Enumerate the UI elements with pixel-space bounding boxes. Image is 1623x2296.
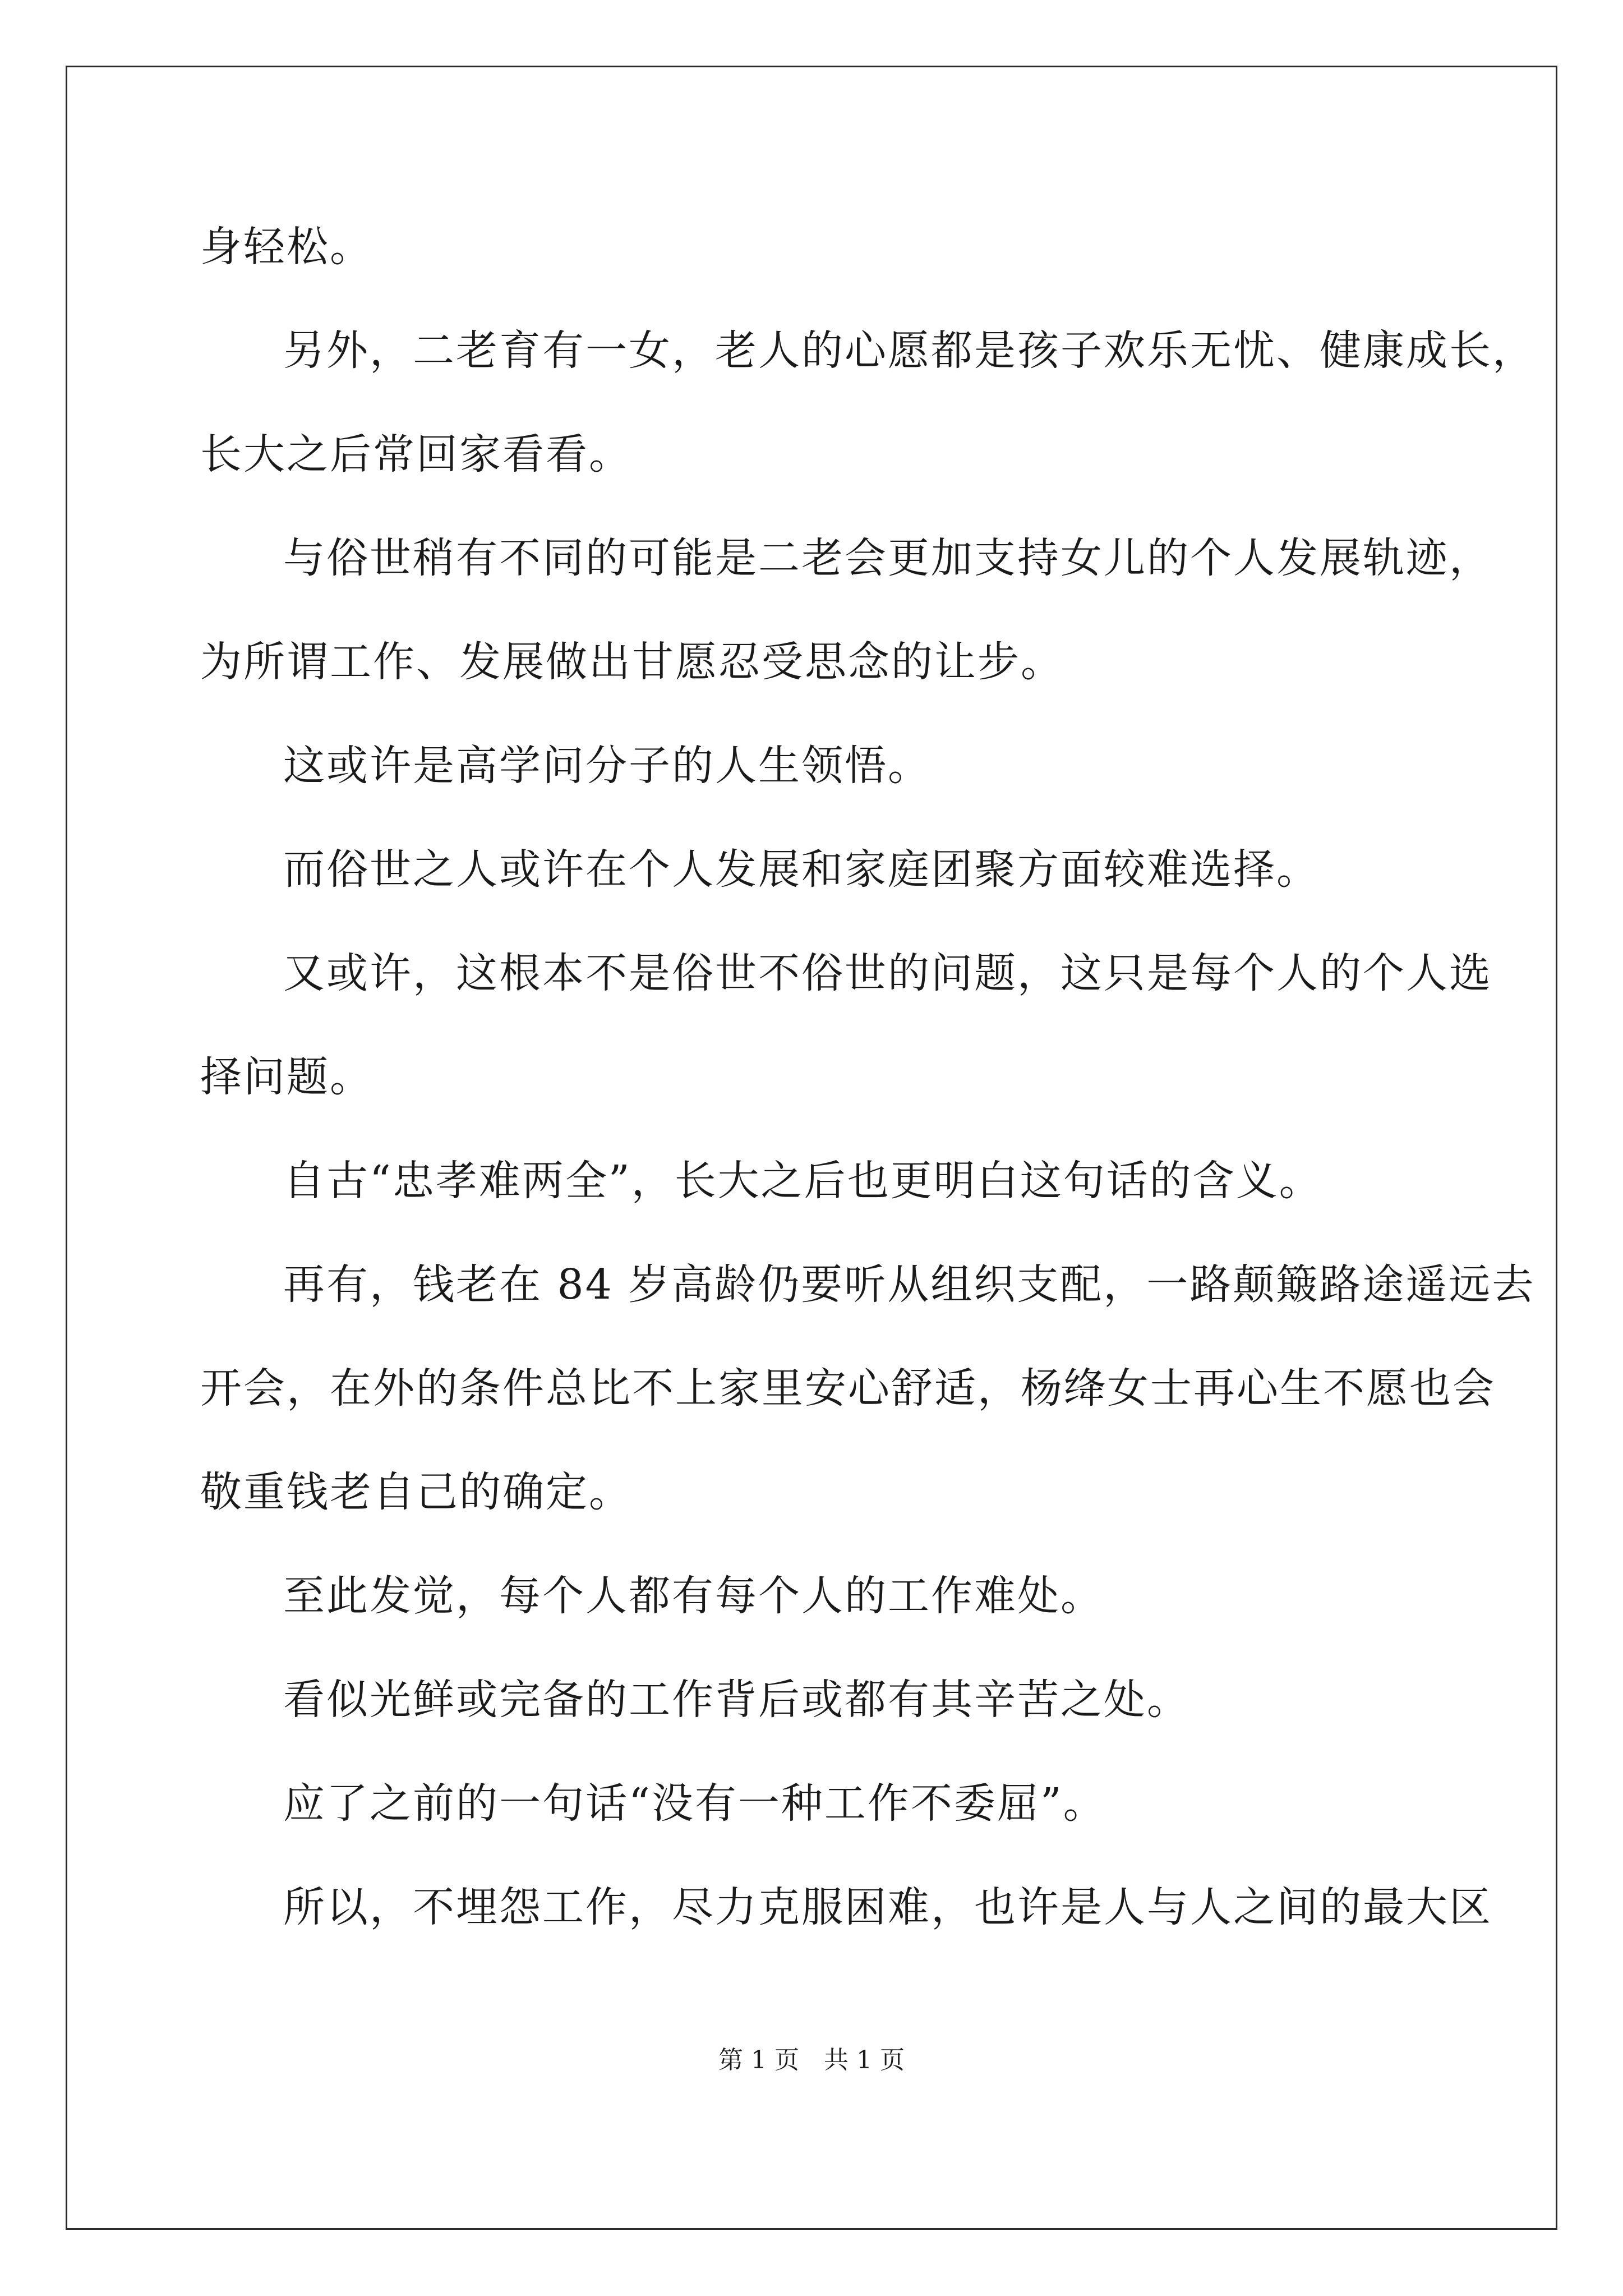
text-line: 至此发觉，每个人都有每个人的工作难处。 — [283, 1572, 1104, 1620]
text-line: 这或许是高学问分子的人生领悟。 — [283, 742, 931, 790]
text-line: 择问题。 — [200, 1053, 373, 1101]
text-line: 所以，不埋怨工作，尽力克服困难，也许是人与人之间的最大区 — [283, 1883, 1492, 1931]
text-line: 与俗世稍有不同的可能是二老会更加支持女儿的个人发展轨迹， — [283, 534, 1492, 582]
text-line: 又或许，这根本不是俗世不俗世的问题，这只是每个人的个人选 — [283, 949, 1492, 997]
text-line: 为所谓工作、发展做出甘愿忍受思念的让步。 — [200, 638, 1064, 686]
text-line: 而俗世之人或许在个人发展和家庭团聚方面较难选择。 — [283, 845, 1320, 894]
text-line: 身轻松。 — [200, 223, 373, 271]
page-number-footer: 第 1 页 共 1 页 — [718, 2046, 905, 2074]
text-line: 长大之后常回家看看。 — [200, 430, 632, 478]
text-line: 另外，二老育有一女，老人的心愿都是孩子欢乐无忧、健康成长， — [283, 326, 1536, 375]
text-line: 自古“忠孝难两全”，长大之后也更明白这句话的含义。 — [283, 1157, 1322, 1205]
text-line: 开会，在外的条件总比不上家里安心舒适，杨绛女士再心生不愿也会 — [200, 1364, 1496, 1412]
text-line: 敬重钱老自己的确定。 — [200, 1468, 632, 1516]
text-line: 再有，钱老在 84 岁高龄仍要听从组织支配，一路颠簸路途遥远去 — [283, 1260, 1536, 1309]
text-line: 看似光鲜或完备的工作背后或都有其辛苦之处。 — [283, 1676, 1190, 1724]
text-line: 应了之前的一句话“没有一种工作不委屈”。 — [283, 1779, 1106, 1828]
